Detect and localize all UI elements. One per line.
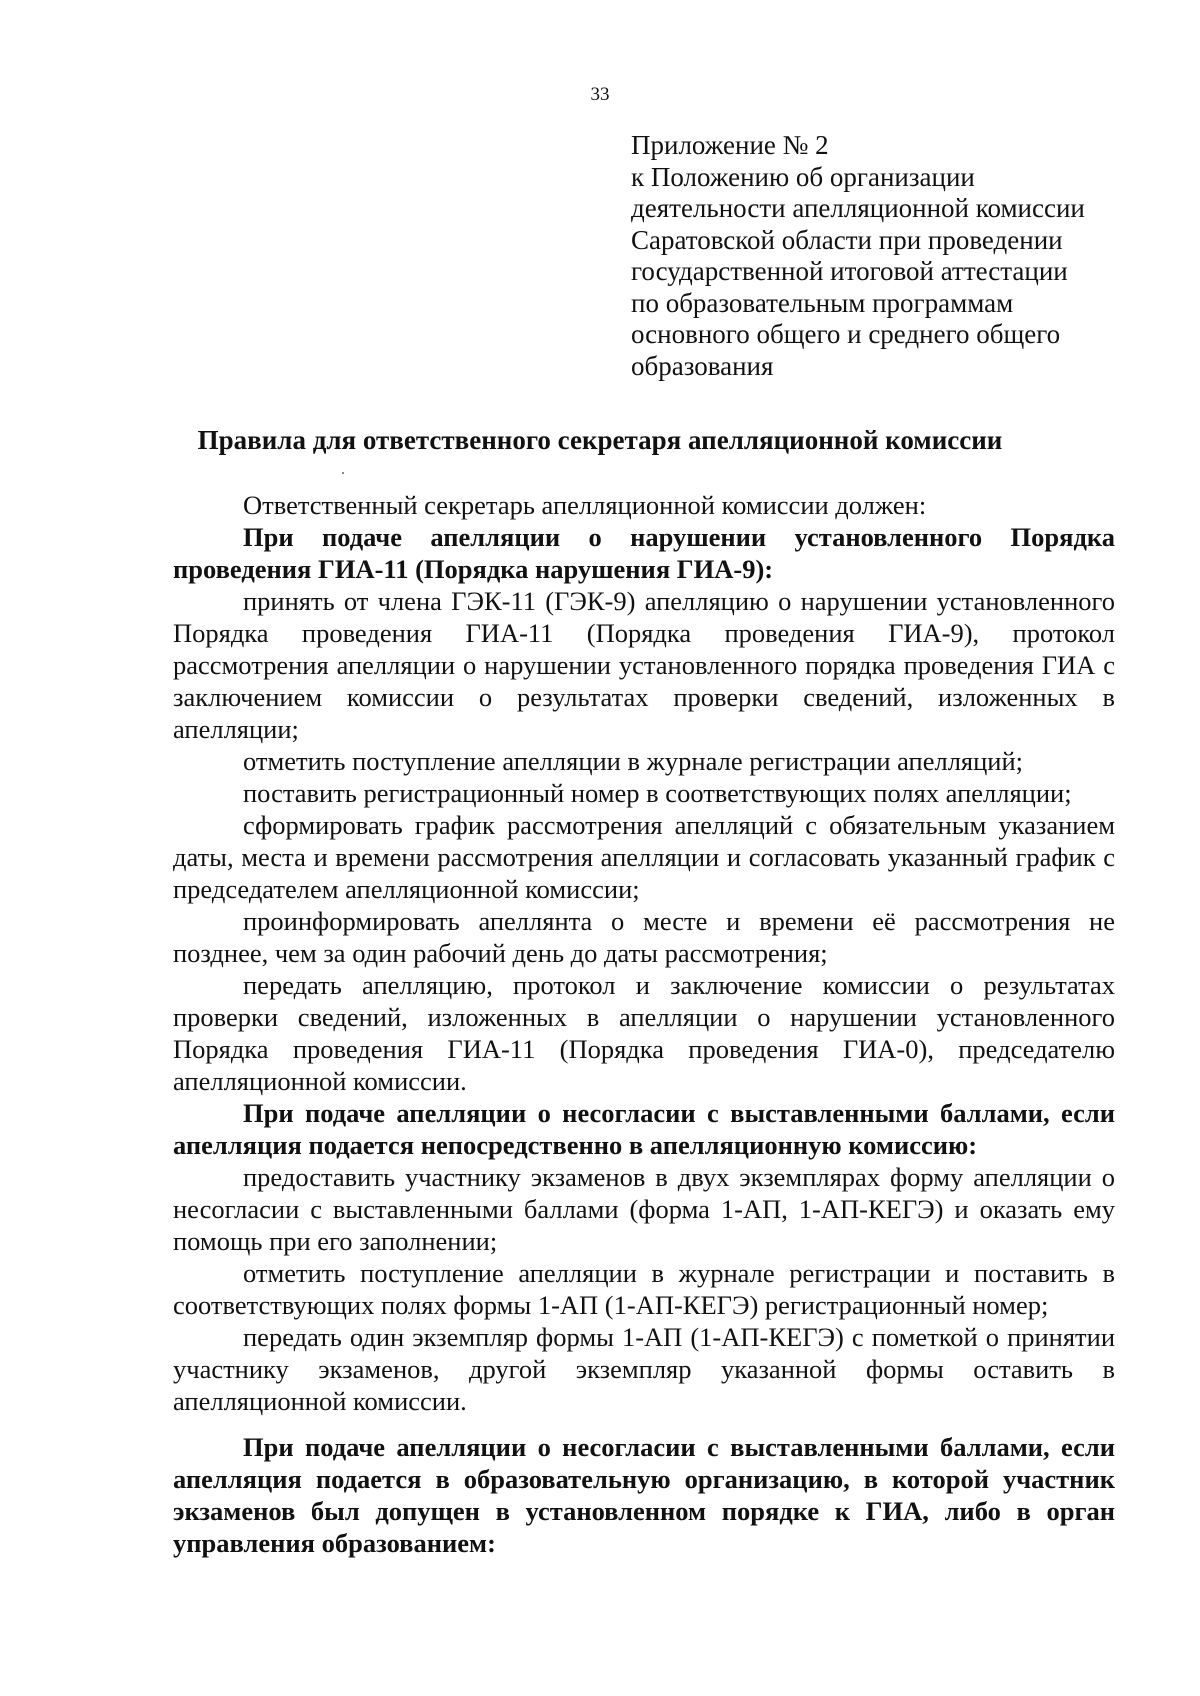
section-2-item: передать один экземпляр формы 1-АП (1-АП-КЕГЭ) с пометкой о принятии участнику экзаменов, другой экземпляр указанной формы оставить в апелляционной комиссии. [173,1322,1115,1416]
section-1-item: поставить регистрационный номер в соответствующих полях апелляции; [243,778,1072,808]
section-3-heading: При подаче апелляции о несогласии с выставленными баллами, если апелляция подается в образовательную организацию, в которой участник экзаменов был допущен в установленном порядке к ГИА, либо в орган управления образованием: [173,1432,1115,1558]
page-number: 33 [590,84,610,105]
appendix-line: государственной итоговой аттестации [631,256,1068,286]
document-body [173,489,1115,1559]
appendix-line: Приложение № 2 [631,130,829,160]
appendix-line: основного общего и среднего общего [631,319,1061,349]
section-2-item: отметить поступление апелляции в журнале регистрации и поставить в соответствующих полях формы 1-АП (1-АП-КЕГЭ) регистрационный номер; [173,1258,1115,1320]
document-title: Правила для ответственного секретаря апелляционной комиссии [197,425,1003,455]
appendix-line: образования [631,350,774,381]
section-2-item: предоставить участнику экзаменов в двух экземплярах форму апелляции о несогласии с выставленными баллами (форма 1-АП, 1-АП-КЕГЭ) и оказать ему помощь при его заполнении; [173,1162,1115,1256]
section-1-item: отметить поступление апелляции в журнале регистрации апелляций; [243,746,1024,776]
intro-paragraph: Ответственный секретарь апелляционной комиссии должен: [243,490,927,520]
section-1-item: передать апелляцию, протокол и заключение комиссии о результатах проверки сведений, изложенных в апелляции о нарушении установленного Порядка проведения ГИА-11 (Порядка проведения ГИА-0), председателю апелляционной комиссии. [173,970,1115,1096]
section-1-heading: При подаче апелляции о нарушении установленного Порядка проведения ГИА-11 (Порядка нарушения ГИА-9): [173,522,1115,584]
section-2-heading: При подаче апелляции о несогласии с выставленными баллами, если апелляция подается непосредственно в апелляционную комиссию: [173,1098,1115,1160]
scan-speck [342,472,344,474]
section-1-item: принять от члена ГЭК-11 (ГЭК-9) апелляцию о нарушении установленного Порядка проведения ГИА-11 (Порядка проведения ГИА-9), протокол рассмотрения апелляции о нарушении установленного порядка проведения ГИА с заключением комиссии о результатах проверки сведений, изложенных в апелляции; [173,586,1115,744]
appendix-line: по образовательным программам [631,287,1014,318]
appendix-line: деятельности апелляционной комиссии [631,193,1085,223]
appendix-line: к Положению об организации [631,161,975,192]
section-1-item: сформировать график рассмотрения апелляций с обязательным указанием даты, места и времени рассмотрения апелляции и согласовать указанный график с председателем апелляционной комиссии; [173,810,1115,904]
section-1-item: проинформировать апеллянта о месте и времени её рассмотрения не позднее, чем за один рабочий день до даты рассмотрения; [173,906,1115,968]
appendix-line: Саратовской области при проведении [631,224,1063,255]
appendix-header [631,130,1151,382]
